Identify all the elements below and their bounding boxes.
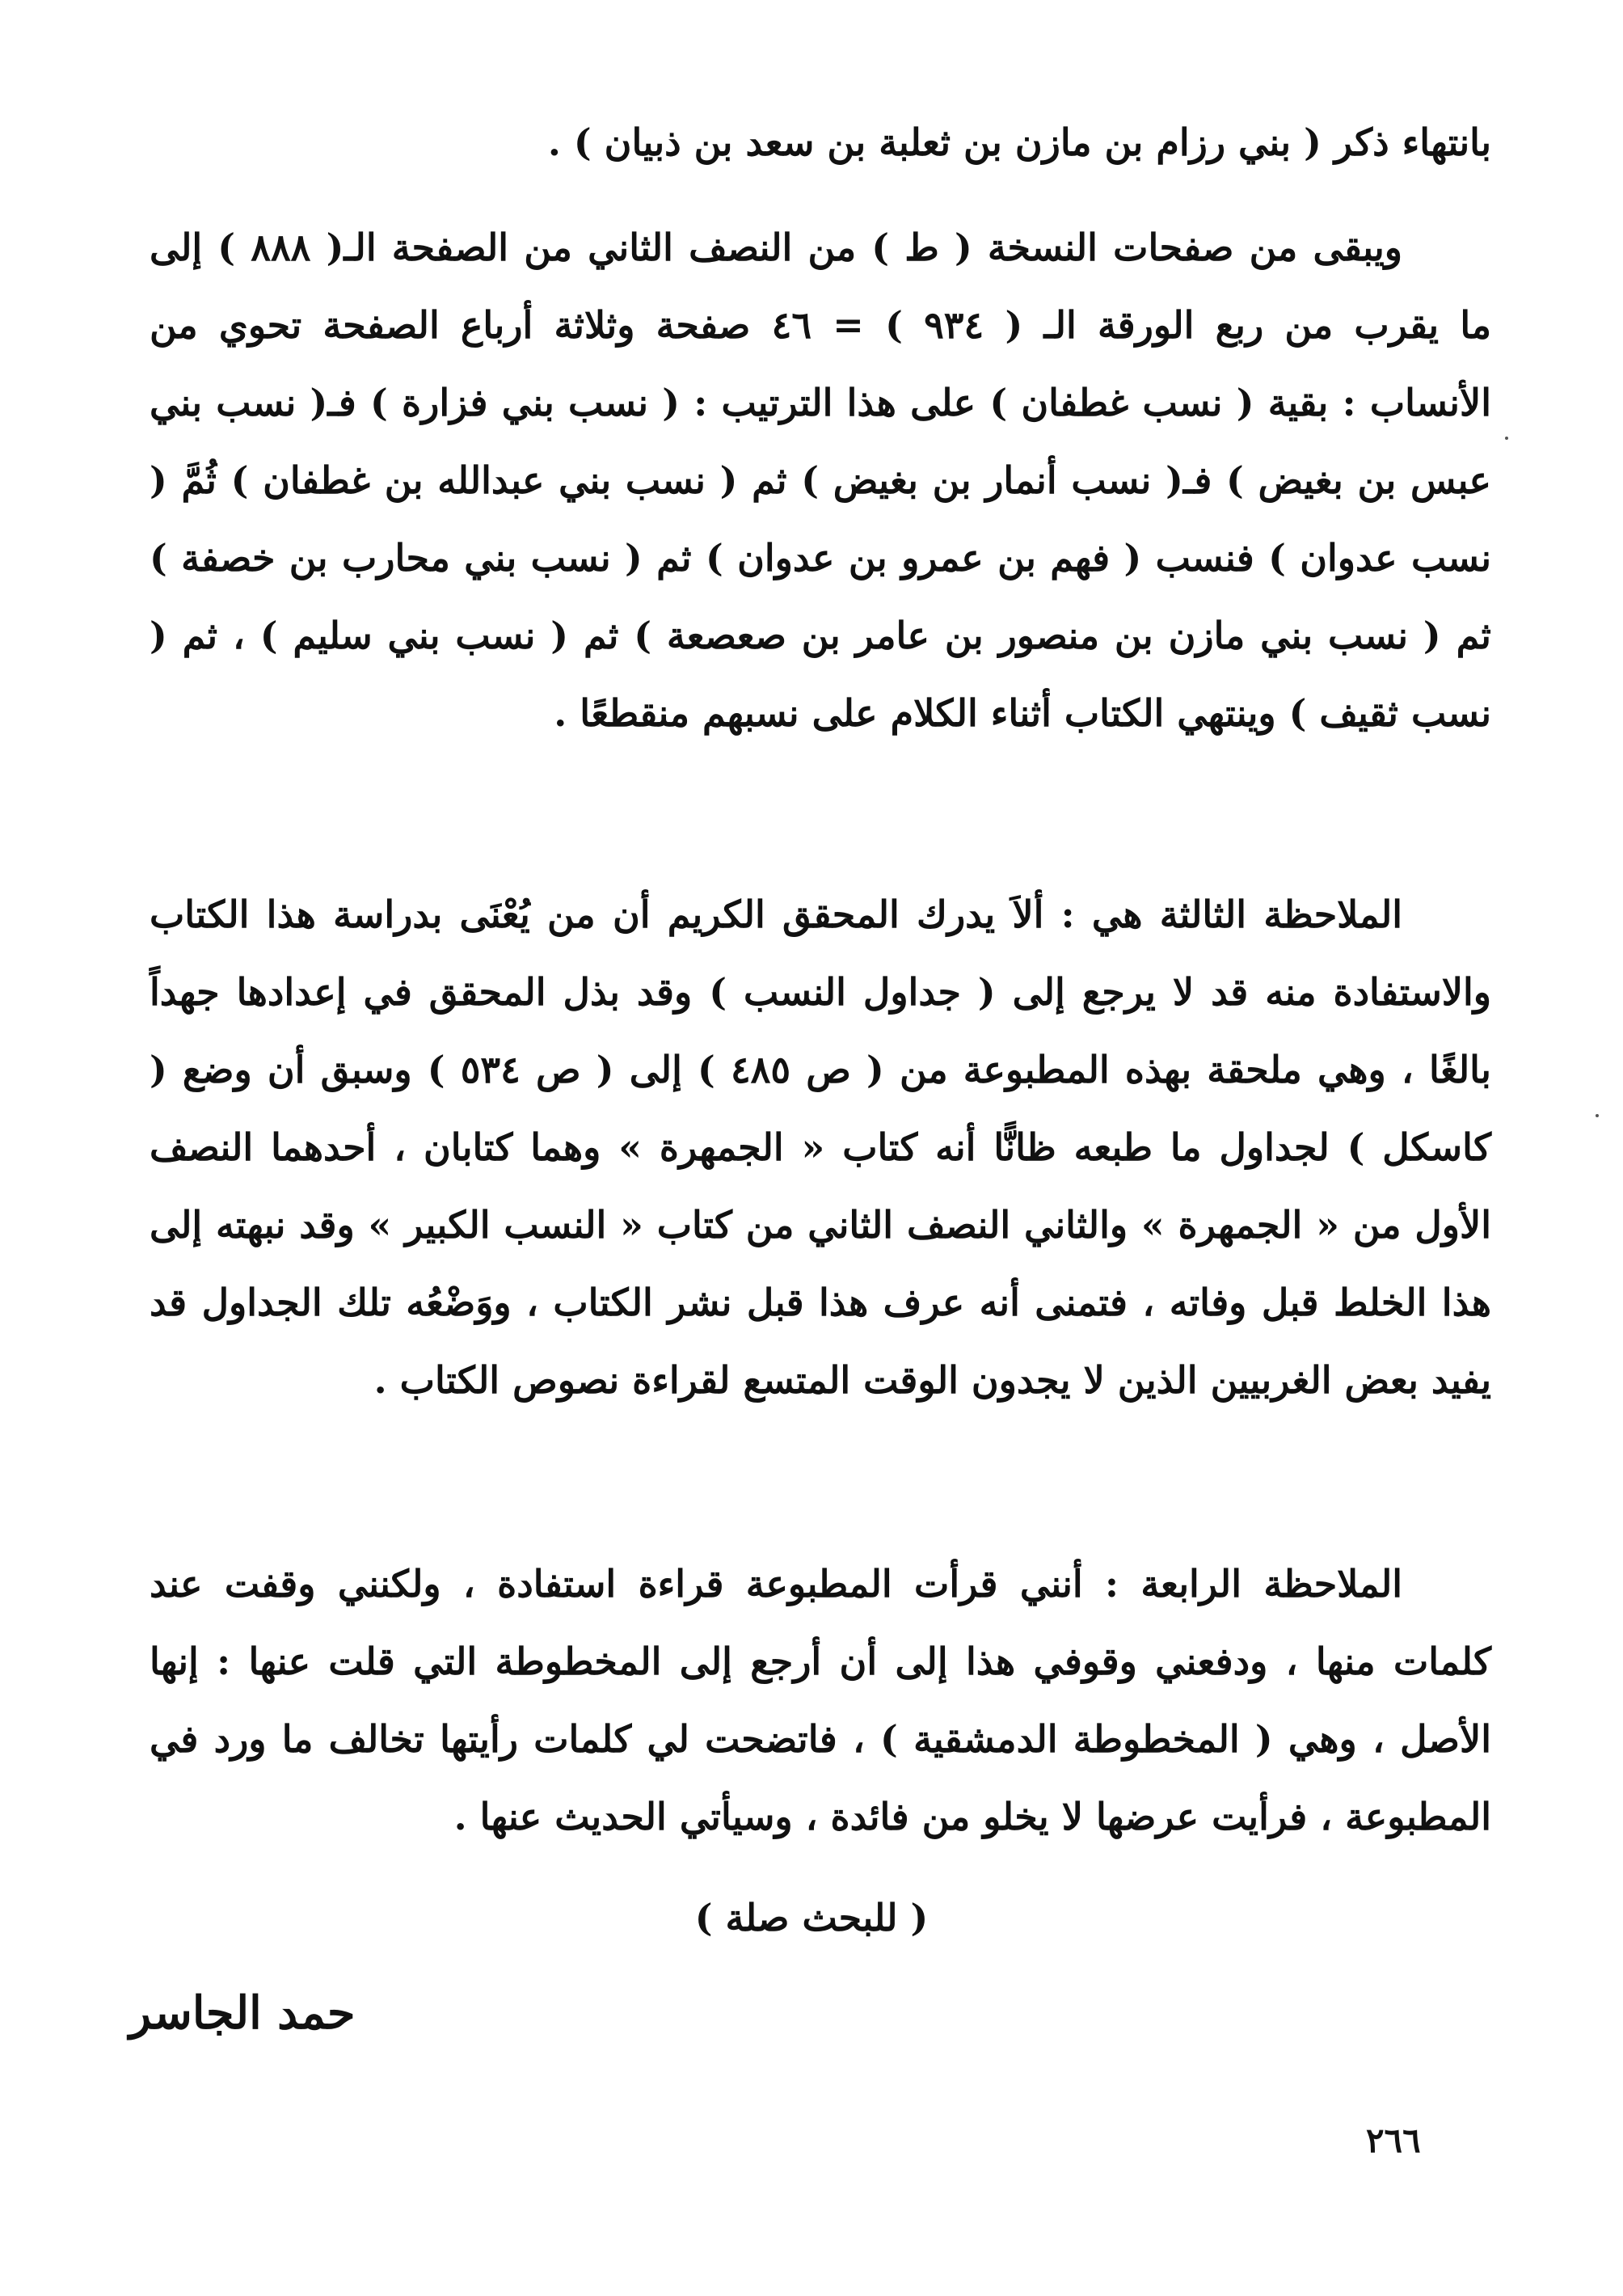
margin-speck xyxy=(1505,437,1508,440)
margin-speck xyxy=(1596,1114,1599,1117)
paragraph-4-container xyxy=(150,1545,1491,1855)
paragraph-1: بانتهاء ذكر ( بني رزام بن مازن بن ثعلبة بن سعد بن ذبيان ) . xyxy=(547,120,1491,164)
paragraph-1-container xyxy=(150,103,1491,181)
page-number: ٢٦٦ xyxy=(1366,2121,1421,2160)
paragraph-3-container xyxy=(150,876,1491,1419)
paragraph-2-container xyxy=(150,209,1491,752)
paragraph-3: الملاحظة الثالثة هي : ألاَ يدرك المحقق الكريم أن من يُعْنَى بدراسة هذا الكتاب والاستفادة منه قد لا يرجع إلى ( جداول النسب ) وقد بذل المحقق في إعدادها جهداً بالغًا ، وهي ملحقة بهذه المطبوعة من ( ص ٤٨٥ ) إلى ( ص ٥٣٤ ) وسبق أن وضع ( كاسكل ) لجداول ما طبعه ظانًّا أنه كتاب « الجمهرة » وهما كتابان ، أحدهما النصف الأول من « الجمهرة » والثاني النصف الثاني من كتاب « النسب الكبير » وقد نبهته إلى هذا الخلط قبل وفاته ، فتمنى أنه عرف هذا قبل نشر الكتاب ، ووَضْعُه تلك الجداول قد يفيد بعض الغربيين الذين لا يجدون الوقت المتسع لقراءة نصوص الكتاب . xyxy=(150,893,1491,1402)
to-be-continued-note: ( للبحث صلة ) xyxy=(694,1896,929,1939)
author-signature: حمد الجاسر xyxy=(129,1986,356,2040)
paragraph-4: الملاحظة الرابعة : أنني قرأت المطبوعة قراءة استفادة ، ولكنني وقفت عند كلمات منها ، ودفعني وقوفي هذا إلى أن أرجع إلى المخطوطة التي قلت عنها : إنها الأصل ، وهي ( المخطوطة الدمشقية ) ، فاتضحت لي كلمات رأيتها تخالف ما ورد في المطبوعة ، فرأيت عرضها لا يخلو من فائدة ، وسيأتي الحديث عنها . xyxy=(150,1562,1491,1838)
paragraph-2: ويبقى من صفحات النسخة ( ط ) من النصف الثاني من الصفحة الـ( ٨٨٨ ) إلى ما يقرب من ربع الورقة الـ ( ٩٣٤ ) = ٤٦ صفحة وثلاثة أرباع الصفحة تحوي من الأنساب : بقية ( نسب غطفان ) على هذا الترتيب : ( نسب بني فزارة ) فـ( نسب بني عبس بن بغيض ) فـ( نسب أنمار بن بغيض ) ثم ( نسب بني عبدالله بن غطفان ) ثُمَّ ( نسب عدوان ) فنسب ( فهم بن عمرو بن عدوان ) ثم ( نسب بني محارب بن خصفة ) ثم ( نسب بني مازن بن منصور بن عامر بن صعصعة ) ثم ( نسب بني سليم ) ، ثم ( نسب ثقيف ) وينتهي الكتاب أثناء الكلام على نسبهم منقطعًا . xyxy=(150,226,1491,735)
